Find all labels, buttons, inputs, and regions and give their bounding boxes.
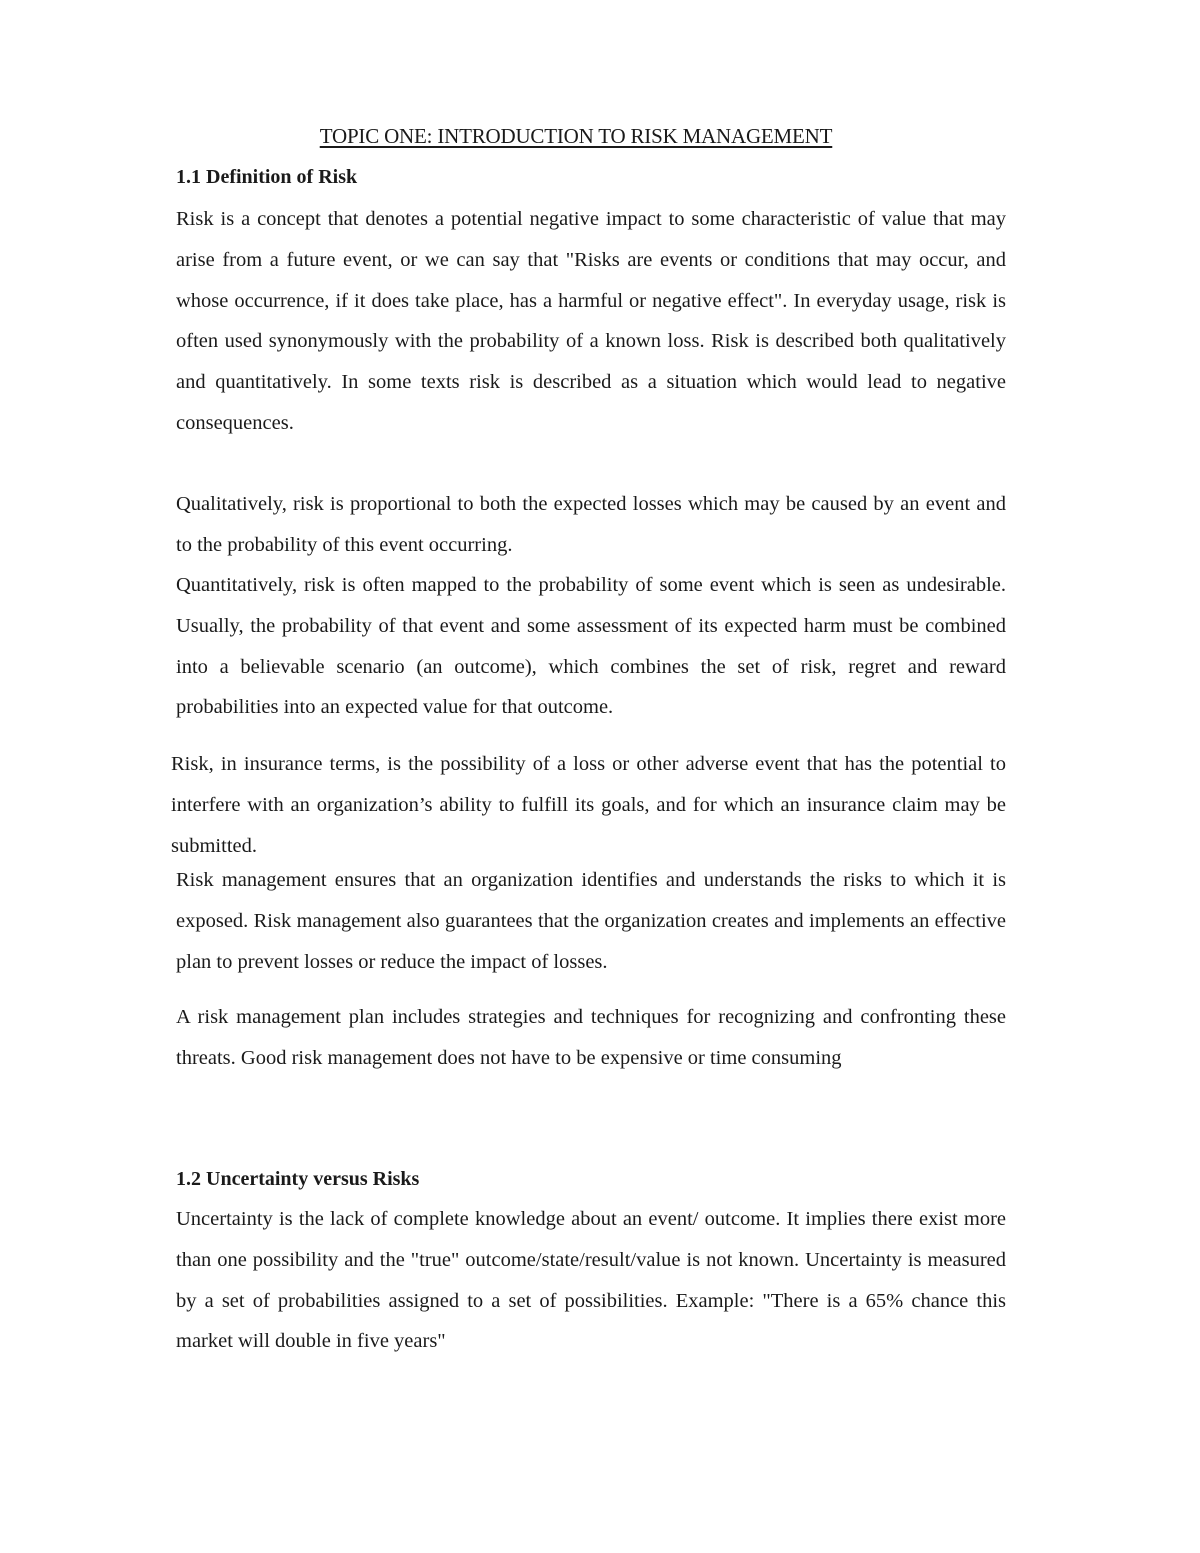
paragraph-uncertainty: Uncertainty is the lack of complete knowledge about an event/ outcome. It implies there exist more than one possibility and the "true" outcome/state/result/value is not known. Uncertainty is measured by a set of probabilities assigned to a set of possibilities. Example: "There is a 65% chance this market will double in five years" <box>176 1208 1006 1353</box>
paragraph-insurance-risk: Risk, in insurance terms, is the possibility of a loss or other adverse event that has the potential to interfere with an organization’s ability to fulfill its goals, and for which an insurance claim may be submitted. <box>171 753 1006 857</box>
paragraph-risk-management-plan: A risk management plan includes strategies and techniques for recognizing and confronting these threats. Good risk management does not have to be expensive or time consuming <box>176 1006 1006 1069</box>
paragraph-risk-management: Risk management ensures that an organization identifies and understands the risks to which it is exposed. Risk management also guarantees that the organization creates and implements an effective plan to prevent losses or reduce the impact of losses. <box>176 869 1006 973</box>
section-heading-uncertainty-versus-risks: 1.2 Uncertainty versus Risks <box>176 1168 420 1190</box>
section-heading-definition-of-risk: 1.1 Definition of Risk <box>176 166 358 188</box>
paragraph-risk-definition: Risk is a concept that denotes a potential negative impact to some characteristic of value that may arise from a future event, or we can say that "Risks are events or conditions that may occur, and whose occurrence, if it does take place, has a harmful or negative effect". In everyday usage, risk is often used synonymously with the probability of a known loss. Risk is described both qualitatively and quantitatively. In some texts risk is described as a situation which would lead to negative consequences. <box>176 208 1006 434</box>
paragraph-qualitative-risk: Qualitatively, risk is proportional to both the expected losses which may be caused by an event and to the probability of this event occurring. <box>176 493 1006 556</box>
paragraph-quantitative-risk: Quantitatively, risk is often mapped to the probability of some event which is seen as undesirable. Usually, the probability of that event and some assessment of its expected harm must be combined into a believable scenario (an outcome), which combines the set of risk, regret and reward probabilities into an expected value for that outcome. <box>176 574 1006 719</box>
document-title: TOPIC ONE: INTRODUCTION TO RISK MANAGEMENT <box>319 124 833 148</box>
